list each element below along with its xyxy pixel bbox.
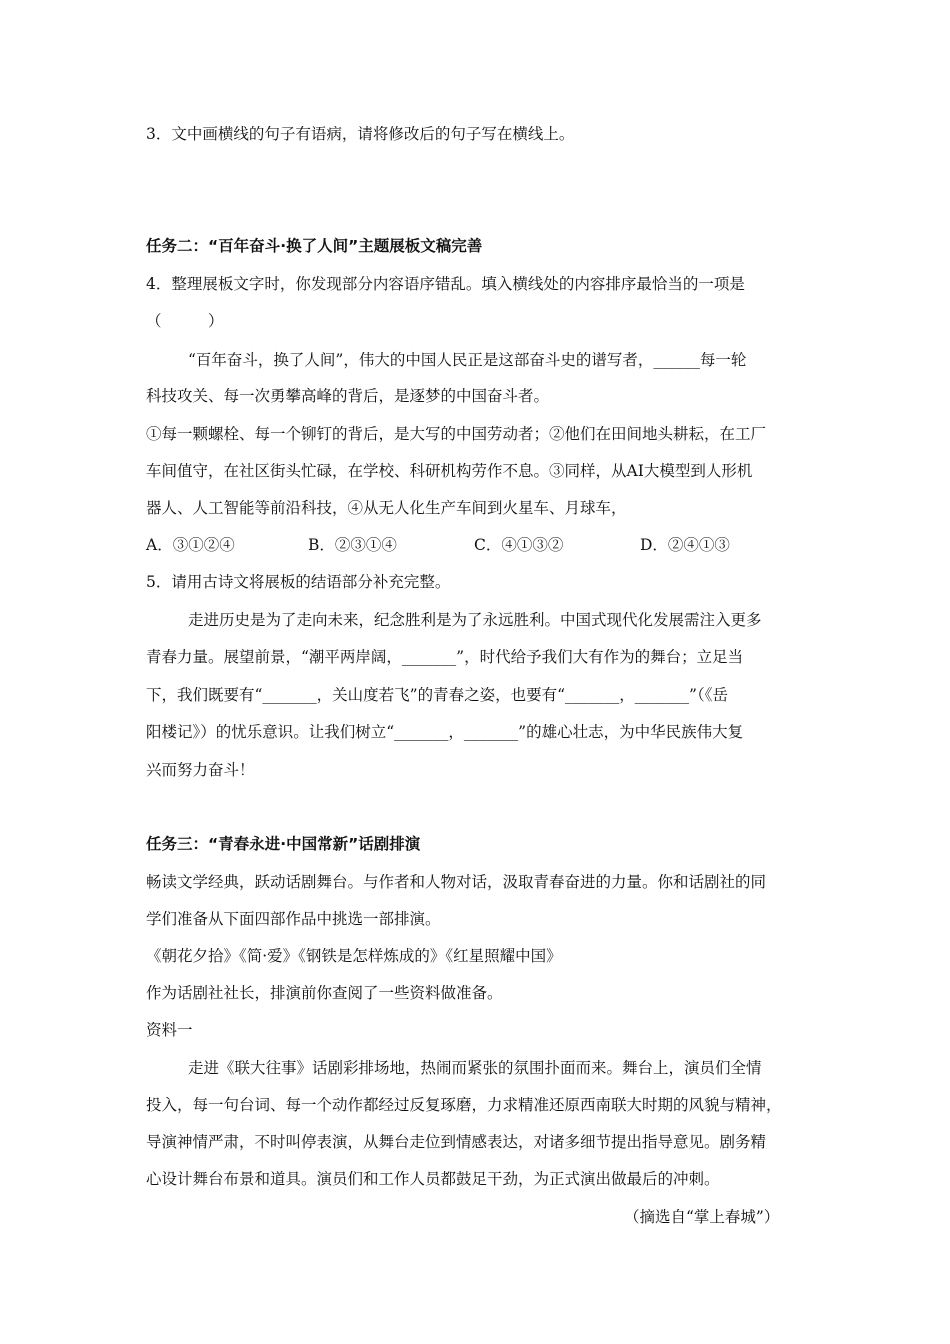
- question-5-passage-4: 阳楼记》）的忧乐意识。让我们树立“_______，_______”的雄心壮志，为中华民族伟大复: [146, 723, 744, 741]
- option-b: B．②③①④: [308, 536, 397, 554]
- works-list: 《朝花夕拾》《简·爱》《钢铁是怎样炼成的》《红星照耀中国》: [146, 947, 562, 965]
- task-2-heading: 任务二：“百年奋斗·换了人间”主题展板文稿完善: [146, 237, 483, 255]
- question-4-items-cont: 车间值守，在社区街头忙碌，在学校、科研机构劳作不息。③同样，从AI大模型到人形机: [146, 462, 753, 480]
- question-3: 3．文中画横线的句子有语病，请将修改后的句子写在横线上。: [146, 125, 575, 143]
- question-4-items-end: 器人、人工智能等前沿科技，④从无人化生产车间到火星车、月球车，: [146, 499, 627, 517]
- question-5-passage-3: 下，我们既要有“_______，关山度若飞”的青春之姿，也要有“_______，_______”（《岳: [146, 686, 728, 704]
- option-d: D．②④①③: [640, 536, 730, 554]
- question-4-items: ①每一颗螺栓、每一个铆钉的背后，是大写的中国劳动者；②他们在田间地头耕耘，在工厂: [146, 425, 767, 443]
- material-1-line-2: 投入，每一句台词、每一个动作都经过反复琢磨，力求精准还原西南联大时期的风貌与精神，: [146, 1096, 782, 1114]
- material-1-line-4: 心设计舞台布景和道具。演员们和工作人员都鼓足干劲，为正式演出做最后的冲刺。: [146, 1170, 720, 1188]
- material-1-source: （摘选自“掌上春城”）: [624, 1208, 780, 1226]
- task-3-heading: 任务三：“青春永进·中国常新”话剧排演: [146, 835, 421, 853]
- question-4-passage-cont: 科技攻关、每一次勇攀高峰的背后，是逐梦的中国奋斗者。: [146, 387, 550, 405]
- question-4-stem: 4．整理展板文字时，你发现部分内容语序错乱。填入横线处的内容排序最恰当的一项是: [146, 275, 745, 293]
- question-5-passage-2: 青春力量。展望前景，“潮平两岸阔，_______”，时代给予我们大有作为的舞台；立足当: [146, 648, 744, 666]
- question-4-answer-bracket: （ ）: [146, 312, 224, 330]
- material-1-line-1: 走进《联大往事》话剧彩排场地，热闹而紧张的氛围扑面而来。舞台上，演员们全情: [188, 1059, 762, 1077]
- option-a: A．③①②④: [146, 536, 235, 554]
- material-1-line-3: 导演神情严肃，不时叫停表演，从舞台走位到情感表达，对诸多细节提出指导意见。剧务精: [146, 1133, 767, 1151]
- question-4-passage: “百年奋斗，换了人间”，伟大的中国人民正是这部奋斗史的谱写者，______每一轮: [188, 351, 747, 369]
- question-5-stem: 5．请用古诗文将展板的结语部分补充完整。: [146, 573, 451, 591]
- material-1-title: 资料一: [146, 1021, 193, 1039]
- question-5-passage-5: 兴而努力奋斗！: [146, 761, 255, 779]
- task-3-intro-cont: 学们准备从下面四部作品中挑选一部排演。: [146, 910, 441, 928]
- task-3-intro: 畅读文学经典，跃动话剧舞台。与作者和人物对话，汲取青春奋进的力量。你和话剧社的同: [146, 873, 767, 891]
- option-c: C．④①③②: [474, 536, 564, 554]
- question-5-passage: 走进历史是为了走向未来，纪念胜利是为了永远胜利。中国式现代化发展需注入更多: [188, 611, 762, 629]
- prep-note: 作为话剧社社长，排演前你查阅了一些资料做准备。: [146, 984, 503, 1002]
